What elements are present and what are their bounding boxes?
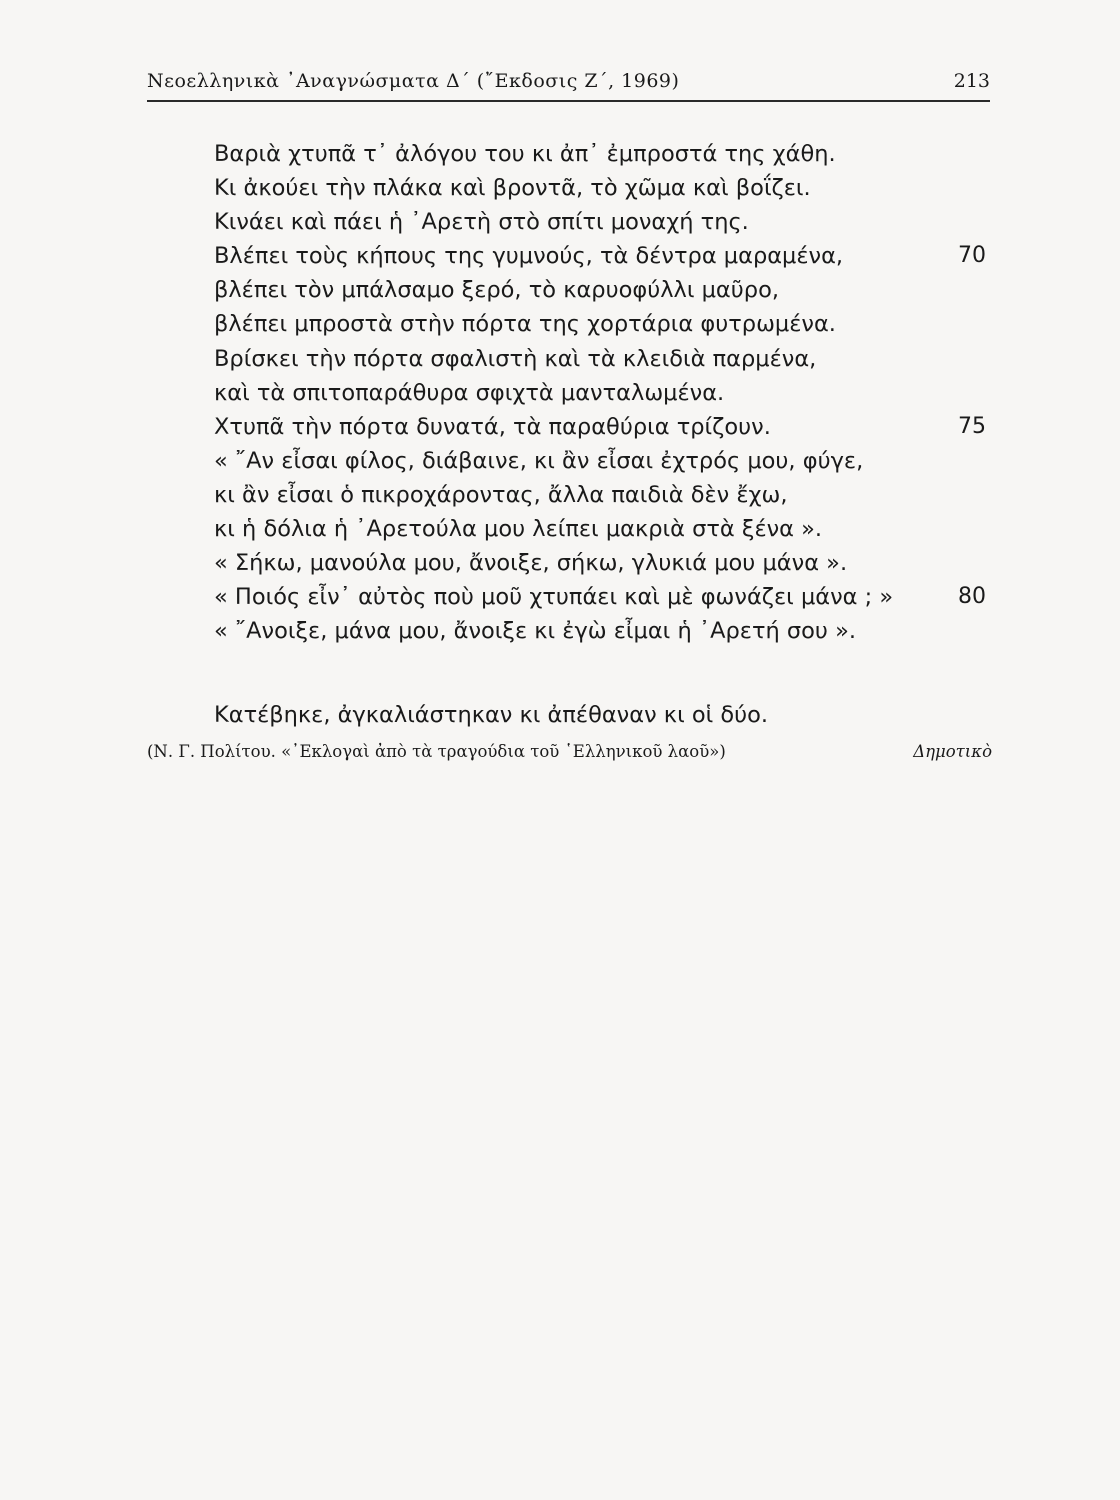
poem-line	[214, 410, 994, 444]
poem-line-text: κι ἂν εἶσαι ὁ πικροχάροντας, ἄλλα παιδιὰ δὲν ἔχω,	[214, 481, 788, 508]
poem-line-text: Βλέπει τοὺς κήπους της γυμνούς, τὰ δέντρα μαραμένα,	[214, 243, 844, 270]
poem-line	[214, 171, 994, 205]
poem-line-text: « Ποιός εἶν᾿ αὐτὸς ποὺ μοῦ χτυπάει καὶ μὲ φωνάζει μάνα ; »	[214, 584, 894, 611]
line-number: 70	[958, 243, 986, 269]
header-title: Νεοελληνικὰ ᾿Αναγνώσματα Δ΄ (῎Εκδοσις Ζ΄, 1969)	[147, 70, 680, 92]
poem-line	[214, 546, 994, 580]
poem-line	[214, 444, 994, 478]
poem-line-text: βλέπει τὸν μπάλσαμο ξερό, τὸ καρυοφύλλι μαῦρο,	[214, 277, 779, 304]
line-number: 80	[958, 584, 986, 610]
poem-line-text: Χτυπᾶ τὴν πόρτα δυνατά, τὰ παραθύρια τρίζουν.	[214, 413, 771, 440]
poem-final-line: Κατέβηκε, ἀγκαλιάστηκαν κι ἀπέθαναν κι οἱ δύο.	[214, 702, 769, 728]
poem-line-text: « Σήκω, μανούλα μου, ἄνοιξε, σήκω, γλυκιά μου μάνα ».	[214, 550, 848, 577]
poem-line	[214, 273, 994, 307]
header-rule	[147, 100, 990, 102]
poem-line-text: Κι ἀκούει τὴν πλάκα καὶ βροντᾶ, τὸ χῶμα καὶ βοΐζει.	[214, 175, 811, 202]
genre-label: Δημοτικὸ	[913, 742, 992, 761]
poem-line-text: Κινάει καὶ πάει ἡ ᾿Αρετὴ στὸ σπίτι μοναχή της.	[214, 209, 749, 236]
source-citation: (Ν. Γ. Πολίτου. «᾿Εκλογαὶ ἀπὸ τὰ τραγούδια τοῦ ῾Ελληνικοῦ λαοῦ»)	[147, 742, 726, 761]
line-number: 75	[958, 413, 986, 439]
poem-line	[214, 137, 994, 171]
poem-line	[214, 580, 994, 614]
page-number: 213	[953, 70, 990, 92]
poem-line-text: καὶ τὰ σπιτοπαράθυρα σφιχτὰ μανταλωμένα.	[214, 379, 725, 406]
poem-line	[214, 342, 994, 376]
show-through-texture	[160, 790, 990, 1390]
running-header	[147, 70, 990, 100]
poem-line	[214, 376, 994, 410]
poem-line-text: κι ἡ δόλια ἡ ᾿Αρετούλα μου λείπει μακριὰ στὰ ξένα ».	[214, 516, 823, 543]
poem-line-text: βλέπει μπροστὰ στὴν πόρτα της χορτάρια φυτρωμένα.	[214, 311, 836, 338]
poem-line-text: Βρίσκει τὴν πόρτα σφαλιστὴ καὶ τὰ κλειδιὰ παρμένα,	[214, 345, 817, 372]
poem-line-text: Βαριὰ χτυπᾶ τ᾿ ἀλόγου του κι ἀπ᾿ ἐμπροστά της χάθη.	[214, 141, 836, 167]
poem-line	[214, 239, 994, 273]
poem-line	[214, 205, 994, 239]
poem-line	[214, 307, 994, 341]
poem-line	[214, 512, 994, 546]
poem-line-text: « ῎Ανοιξε, μάνα μου, ἄνοιξε κι ἐγὼ εἶμαι ἡ ᾿Αρετή σου ».	[214, 618, 857, 645]
poem-line-text: « ῎Αν εἶσαι φίλος, διάβαινε, κι ἂν εἶσαι ἐχτρός μου, φύγε,	[214, 447, 864, 474]
poem-body	[214, 137, 994, 648]
poem-line	[214, 614, 994, 648]
poem-line	[214, 478, 994, 512]
